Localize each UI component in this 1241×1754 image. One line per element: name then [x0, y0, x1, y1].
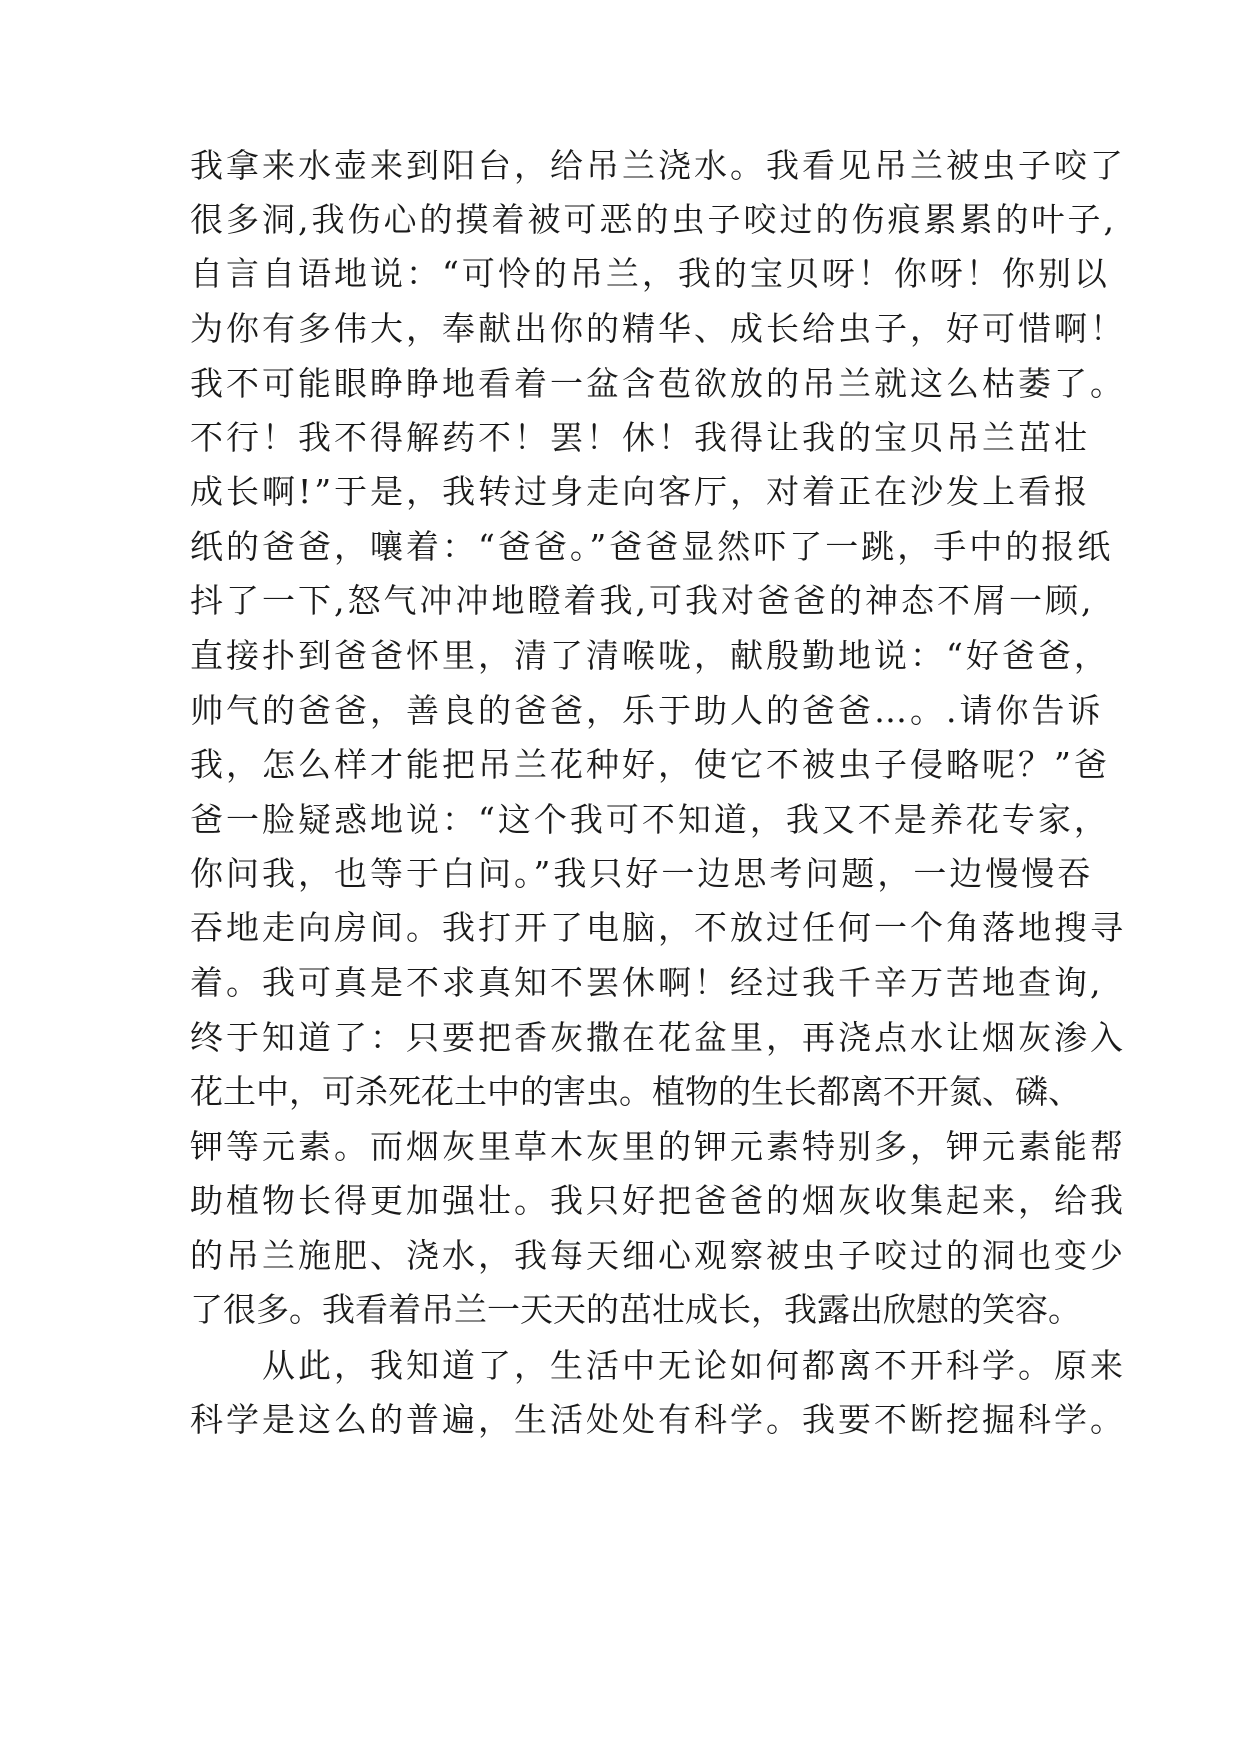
text-line: 助植物长得更加强壮。我只好把爸爸的烟灰收集起来，给我 — [190, 1181, 1126, 1220]
text-line: 不行！我不得解药不！罢！休！我得让我的宝贝吊兰茁壮 — [190, 418, 1090, 457]
text-line: 直接扑到爸爸怀里，清了清喉咙，献殷勤地说：“好爸爸， — [190, 636, 1110, 675]
text-line: 很多洞,我伤心的摸着被可恶的虫子咬过的伤痕累累的叶子, — [190, 200, 1117, 239]
text-line: 了很多。我看着吊兰一天天的茁壮成长，我露出欣慰的笑容。 — [190, 1290, 1081, 1329]
text-line: 抖了一下,怒气冲冲地瞪着我,可我对爸爸的神态不屑一顾, — [190, 581, 1095, 620]
text-line: 自言自语地说：“可怜的吊兰，我的宝贝呀！你呀！你别以 — [190, 254, 1110, 293]
text-line: 科学是这么的普遍，生活处处有科学。我要不断挖掘科学。 — [190, 1400, 1126, 1439]
text-line: 我拿来水壶来到阳台，给吊兰浇水。我看见吊兰被虫子咬了 — [190, 146, 1126, 185]
text-line: 吞地走向房间。我打开了电脑，不放过任何一个角落地搜寻 — [190, 908, 1126, 947]
text-line: 你问我，也等于白问。”我只好一边思考问题，一边慢慢吞 — [190, 854, 1094, 893]
text-line: 花土中，可杀死花土中的害虫。植物的生长都离不开氮、磷、 — [190, 1072, 1081, 1111]
text-line: 着。我可真是不求真知不罢休啊！经过我千辛万苦地查询, — [190, 963, 1104, 1002]
text-line: 纸的爸爸，嚷着：“爸爸。”爸爸显然吓了一跳，手中的报纸 — [190, 527, 1114, 566]
text-line: 终于知道了：只要把香灰撒在花盆里，再浇点水让烟灰渗入 — [190, 1018, 1126, 1057]
text-line: 成长啊!”于是，我转过身走向客厅，对着正在沙发上看报 — [190, 472, 1091, 511]
text-line: 从此，我知道了，生活中无论如何都离不开科学。原来 — [190, 1346, 1126, 1385]
text-line: 为你有多伟大，奉献出你的精华、成长给虫子，好可惜啊！ — [190, 309, 1126, 348]
text-line: 我，怎么样才能把吊兰花种好，使它不被虫子侵略呢？”爸 — [190, 745, 1110, 784]
text-line: 帅气的爸爸，善良的爸爸，乐于助人的爸爸…。.请你告诉 — [190, 691, 1104, 730]
text-line: 爸一脸疑惑地说：“这个我可不知道，我又不是养花专家， — [190, 800, 1110, 839]
text-line: 钾等元素。而烟灰里草木灰里的钾元素特别多，钾元素能帮 — [190, 1127, 1126, 1166]
text-line: 我不可能眼睁睁地看着一盆含苞欲放的吊兰就这么枯萎了。 — [190, 364, 1126, 403]
text-line: 的吊兰施肥、浇水，我每天细心观察被虫子咬过的洞也变少 — [190, 1236, 1126, 1275]
